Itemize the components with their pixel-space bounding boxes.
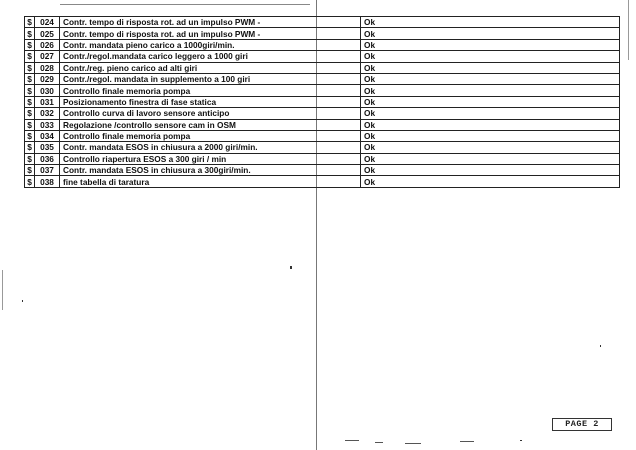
row-description-cell: Contr. mandata ESOS in chiusura a 2000 giri/min. [60,142,343,153]
table-row [25,62,620,73]
row-result-cell: Ok [361,108,620,119]
row-description-cell: Contr. mandata ESOS in chiusura a 300giri/min. [60,165,343,176]
row-spacer-cell [342,51,361,62]
table-row [25,153,620,164]
scan-bottom-dash-3 [405,443,421,444]
scan-bottom-dash-4 [460,441,474,442]
table-row [25,39,620,50]
row-spacer-cell [342,28,361,39]
calibration-table-body [25,17,620,188]
page-number-box [552,418,612,431]
table-row [25,73,620,84]
row-description-cell: Controllo finale memoria pompa [60,130,343,141]
row-symbol-cell: $ [25,62,35,73]
row-number-cell: 035 [35,142,60,153]
row-result-cell: Ok [361,17,620,28]
row-spacer-cell [342,108,361,119]
row-description-cell: Contr. tempo di risposta rot. ad un impulso PWM - [60,17,343,28]
row-result-cell: Ok [361,176,620,187]
row-symbol-cell: $ [25,119,35,130]
table-row [25,17,620,28]
row-number-cell: 031 [35,96,60,107]
scan-right-edge [628,0,629,60]
row-number-cell: 032 [35,108,60,119]
row-number-cell: 024 [35,17,60,28]
row-spacer-cell [342,73,361,84]
row-spacer-cell [342,130,361,141]
row-symbol-cell: $ [25,85,35,96]
row-spacer-cell [342,119,361,130]
scan-left-edge [2,270,3,310]
row-result-cell: Ok [361,73,620,84]
row-result-cell: Ok [361,51,620,62]
row-description-cell: Regolazione /controllo sensore cam in OSM [60,119,343,130]
table-row [25,142,620,153]
table-row [25,96,620,107]
row-description-cell: Contr./regol.mandata carico leggero a 1000 giri [60,51,343,62]
row-description-cell: Controllo curva di lavoro sensore anticipo [60,108,343,119]
row-number-cell: 028 [35,62,60,73]
row-symbol-cell: $ [25,17,35,28]
table-row [25,28,620,39]
table-row [25,108,620,119]
row-symbol-cell: $ [25,142,35,153]
row-symbol-cell: $ [25,73,35,84]
page-number-label: PAGE 2 [565,419,599,429]
table-row [25,176,620,187]
row-result-cell: Ok [361,96,620,107]
row-spacer-cell [342,17,361,28]
row-number-cell: 034 [35,130,60,141]
row-description-cell: Controllo finale memoria pompa [60,85,343,96]
row-result-cell: Ok [361,119,620,130]
row-number-cell: 038 [35,176,60,187]
row-spacer-cell [342,85,361,96]
row-number-cell: 029 [35,73,60,84]
row-number-cell: 027 [35,51,60,62]
row-symbol-cell: $ [25,165,35,176]
row-symbol-cell: $ [25,176,35,187]
calibration-table [24,16,620,188]
row-spacer-cell [342,142,361,153]
table-row [25,85,620,96]
row-symbol-cell: $ [25,108,35,119]
scan-speck [290,266,292,269]
row-description-cell: Contr. mandata pieno carico a 1000giri/min. [60,39,343,50]
row-symbol-cell: $ [25,153,35,164]
row-result-cell: Ok [361,28,620,39]
row-description-cell: Controllo riapertura ESOS a 300 giri / min [60,153,343,164]
table-row [25,130,620,141]
scan-speck [520,440,522,441]
row-number-cell: 026 [35,39,60,50]
row-result-cell: Ok [361,39,620,50]
row-symbol-cell: $ [25,39,35,50]
scan-top-line [60,4,310,5]
row-number-cell: 037 [35,165,60,176]
row-number-cell: 025 [35,28,60,39]
row-symbol-cell: $ [25,130,35,141]
row-result-cell: Ok [361,142,620,153]
row-description-cell: Contr./regol. mandata in supplemento a 100 giri [60,73,343,84]
row-symbol-cell: $ [25,28,35,39]
table-row [25,119,620,130]
row-description-cell: Posizionamento finestra di fase statica [60,96,343,107]
row-description-cell: Contr./reg. pieno carico ad alti giri [60,62,343,73]
row-number-cell: 030 [35,85,60,96]
row-result-cell: Ok [361,62,620,73]
row-description-cell: Contr. tempo di risposta rot. ad un impulso PWM - [60,28,343,39]
scan-bottom-dash-2 [375,442,383,443]
row-spacer-cell [342,96,361,107]
row-symbol-cell: $ [25,96,35,107]
row-result-cell: Ok [361,165,620,176]
table-row [25,51,620,62]
row-spacer-cell [342,39,361,50]
table-row [25,165,620,176]
row-spacer-cell [342,153,361,164]
row-result-cell: Ok [361,153,620,164]
row-result-cell: Ok [361,85,620,96]
row-number-cell: 036 [35,153,60,164]
row-spacer-cell [342,62,361,73]
row-description-cell: fine tabella di taratura [60,176,343,187]
row-spacer-cell [342,176,361,187]
row-number-cell: 033 [35,119,60,130]
row-spacer-cell [342,165,361,176]
scan-speck [22,300,23,302]
scan-speck [600,345,601,347]
scan-bottom-dash-1 [345,440,359,441]
row-symbol-cell: $ [25,51,35,62]
row-result-cell: Ok [361,130,620,141]
